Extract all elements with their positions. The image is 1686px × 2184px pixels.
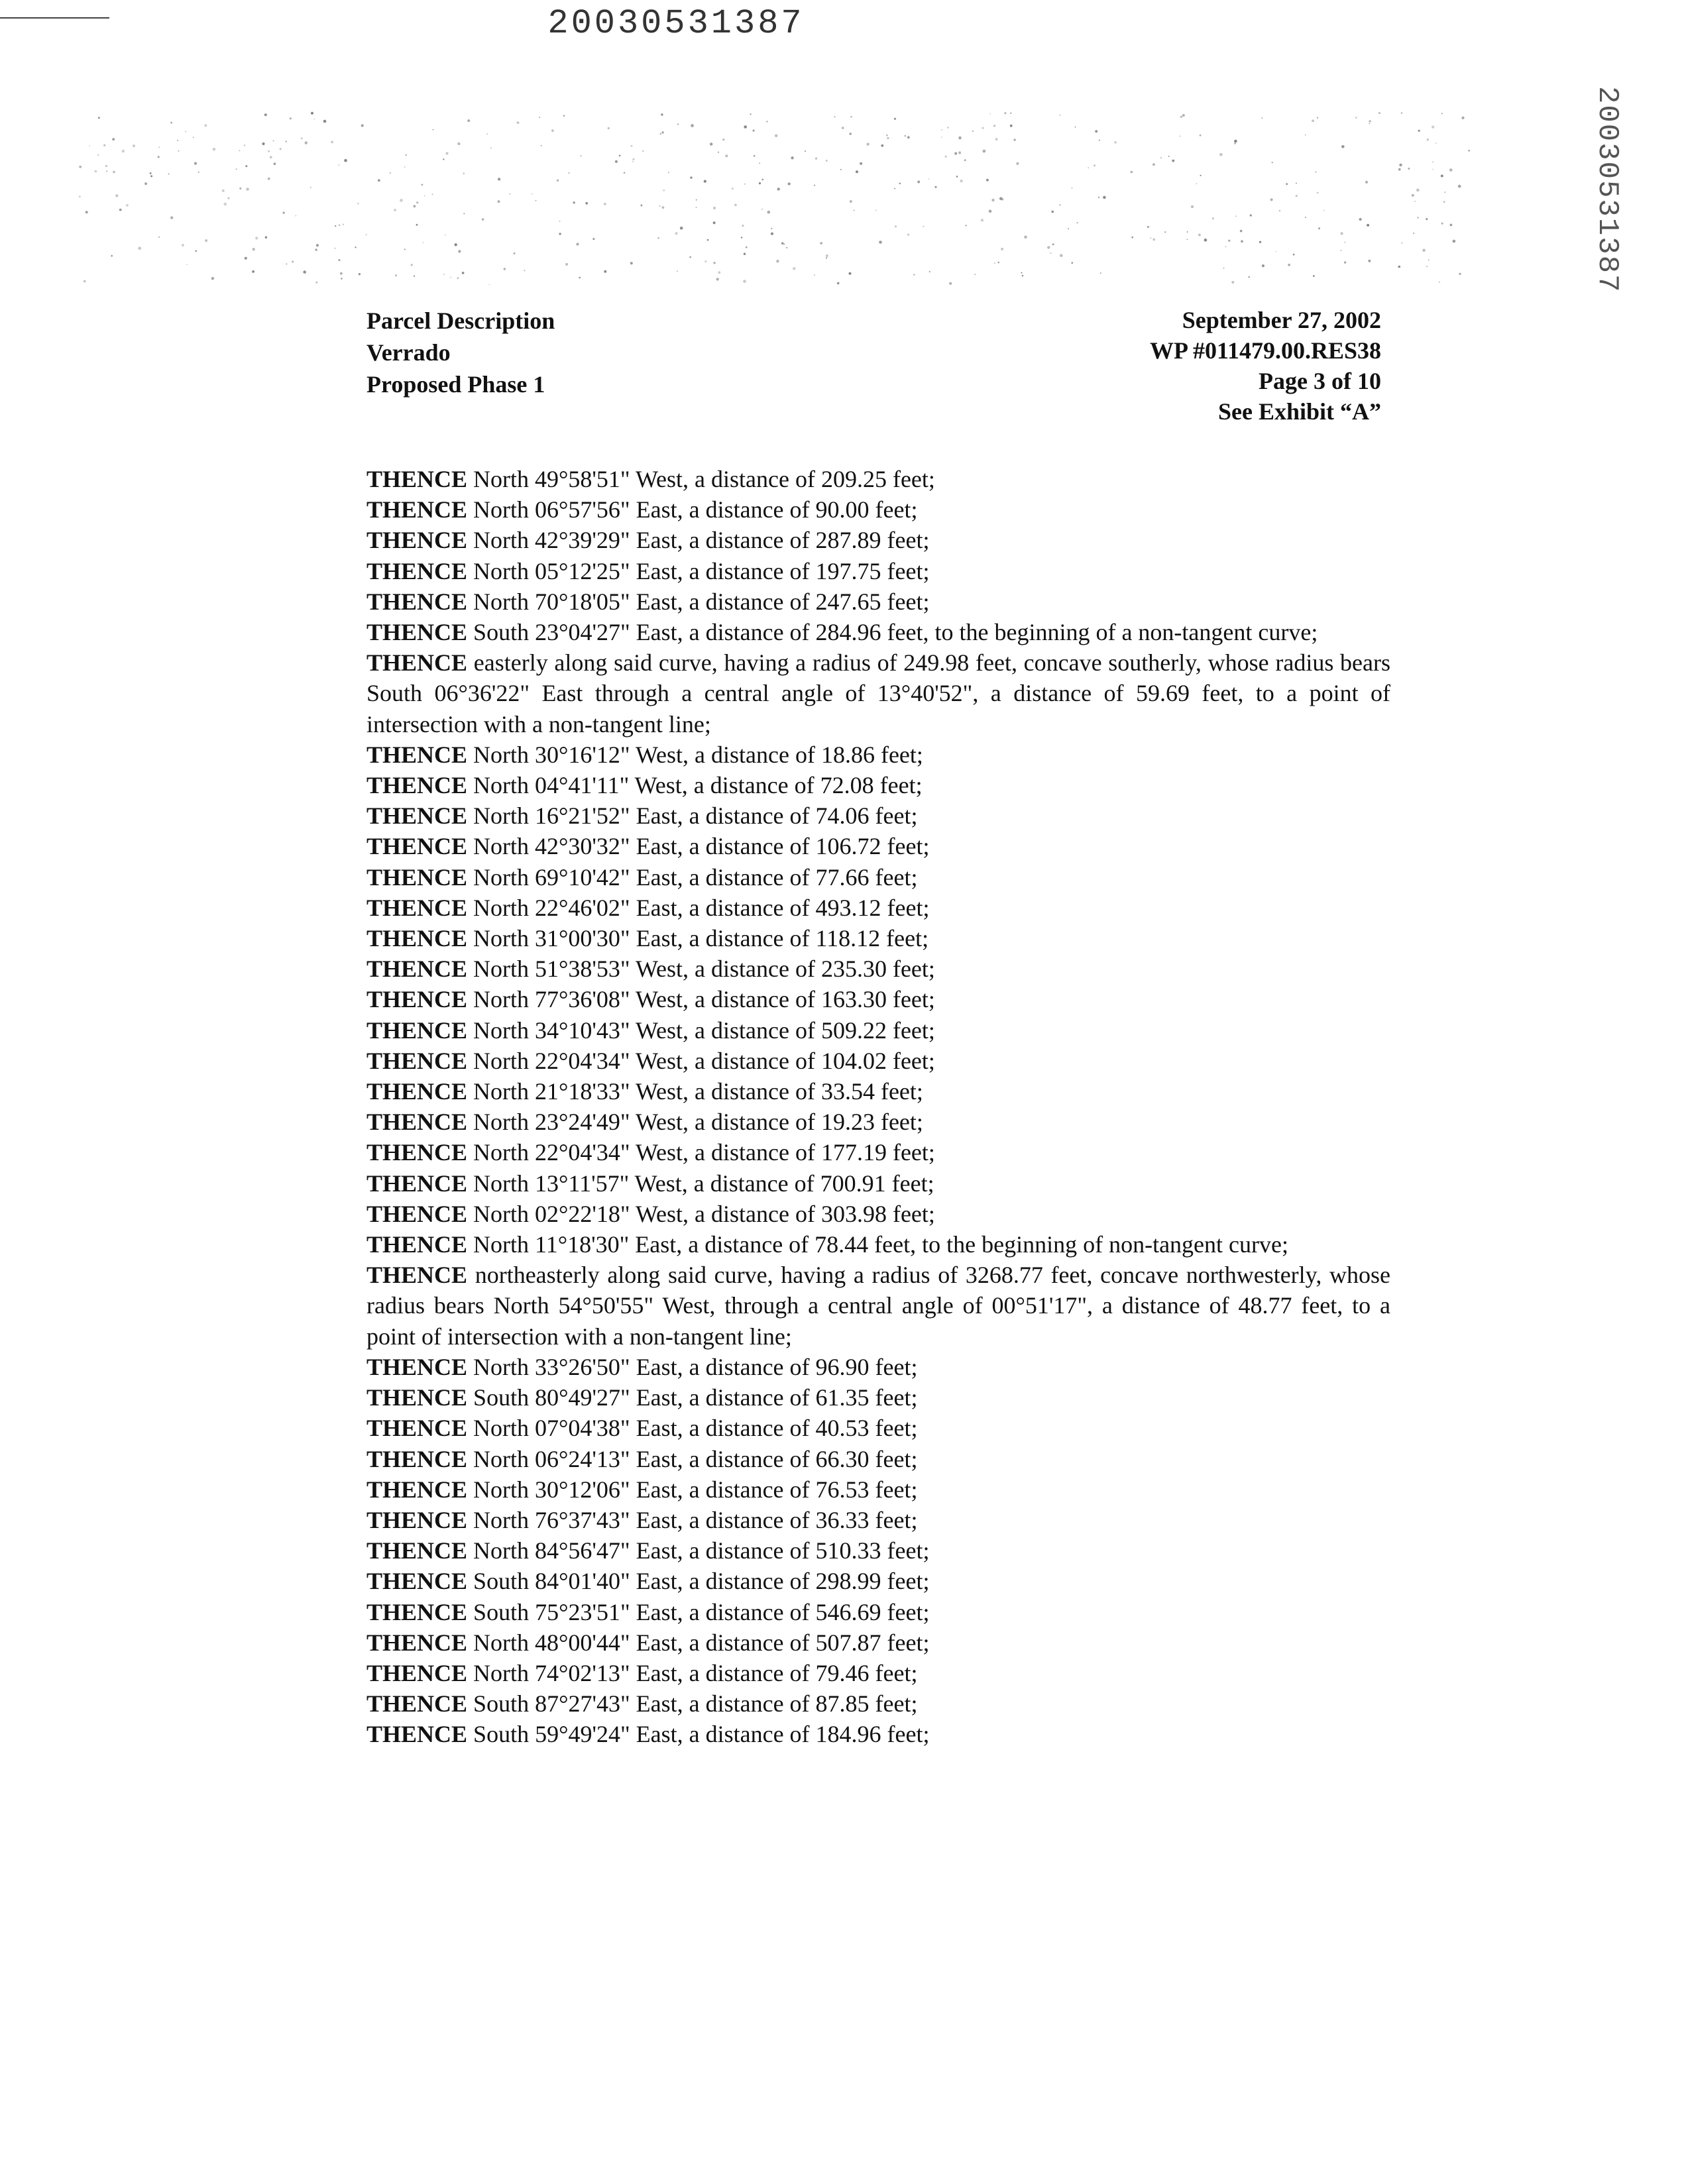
- course-keyword: THENCE: [366, 527, 468, 554]
- course-line: [366, 739, 1390, 770]
- course-text: South 59°49'24" East, a distance of 184.96 feet;: [467, 1721, 930, 1748]
- course-text: North 42°39'29" East, a distance of 287.89 feet;: [467, 527, 930, 554]
- course-line: [366, 525, 1390, 555]
- course-line: [366, 954, 1390, 984]
- course-text: North 42°30'32" East, a distance of 106.72 feet;: [467, 833, 930, 860]
- course-line: [366, 1199, 1390, 1229]
- course-keyword: THENCE: [366, 1415, 468, 1442]
- course-line: [366, 1627, 1390, 1658]
- course-text: northeasterly along said curve, having a radius of 3268.77 feet, concave northwesterly, whose radius bears North 54°50'55" West, through a central angle of 00°51'17", a distance of 48.77 feet, to a point of intersection with a non-tangent line;: [366, 1262, 1390, 1350]
- course-line: [366, 1137, 1390, 1168]
- course-line: [366, 1597, 1390, 1627]
- course-line: [366, 893, 1390, 923]
- header-exhibit: See Exhibit “A”: [1217, 398, 1381, 425]
- course-text: North 34°10'43" West, a distance of 509.22 feet;: [467, 1016, 935, 1044]
- course-text: North 84°56'47" East, a distance of 510.33 feet;: [467, 1537, 930, 1564]
- course-keyword: THENCE: [366, 1200, 468, 1227]
- course-text: North 05°12'25" East, a distance of 197.75 feet;: [467, 557, 930, 584]
- course-line: [366, 1352, 1390, 1382]
- course-text: South 87°27'43" East, a distance of 87.85 feet;: [467, 1690, 918, 1718]
- course-keyword: THENCE: [366, 802, 468, 830]
- course-text: North 30°12'06" East, a distance of 76.53 feet;: [467, 1476, 918, 1503]
- course-text: North 30°16'12" West, a distance of 18.86 feet;: [467, 741, 923, 768]
- course-text: North 31°00'30" East, a distance of 118.12 feet;: [467, 925, 929, 952]
- course-keyword: THENCE: [366, 1445, 468, 1472]
- side-stamp: 20030531387: [1591, 86, 1624, 294]
- course-line: [366, 1719, 1390, 1749]
- course-text: North 76°37'43" East, a distance of 36.33 feet;: [467, 1506, 918, 1533]
- course-line: [366, 1168, 1390, 1199]
- header-date: September 27, 2002: [1182, 307, 1381, 333]
- course-line: [366, 1015, 1390, 1046]
- header-wp-number: WP #011479.00.RES38: [1149, 337, 1381, 364]
- course-text: North 69°10'42" East, a distance of 77.66 feet;: [467, 863, 918, 891]
- course-keyword: THENCE: [366, 863, 468, 891]
- course-line: [366, 1413, 1390, 1443]
- course-keyword: THENCE: [366, 1384, 468, 1411]
- course-line: [366, 800, 1390, 831]
- course-keyword: THENCE: [366, 496, 468, 523]
- course-line: [366, 464, 1390, 494]
- course-keyword: THENCE: [366, 1078, 468, 1105]
- course-line: [366, 862, 1390, 893]
- course-line: [366, 1688, 1390, 1719]
- course-text: North 22°46'02" East, a distance of 493.12 feet;: [467, 894, 930, 921]
- course-line: [366, 770, 1390, 800]
- course-keyword: THENCE: [366, 956, 468, 983]
- header-project-name: Verrado: [366, 339, 451, 366]
- document-number: 20030531387: [547, 4, 805, 43]
- course-list: [366, 464, 1390, 1750]
- course-keyword: THENCE: [366, 1353, 468, 1380]
- course-line: [366, 1505, 1390, 1535]
- course-text: North 49°58'51" West, a distance of 209.25 feet;: [467, 466, 935, 492]
- course-text: North 07°04'38" East, a distance of 40.53 feet;: [467, 1415, 918, 1442]
- header-phase: Proposed Phase 1: [366, 371, 545, 398]
- header-right: [1150, 305, 1381, 427]
- course-text: South 84°01'40" East, a distance of 298.99 feet;: [467, 1568, 930, 1595]
- course-keyword: THENCE: [366, 1537, 468, 1564]
- course-text: North 23°24'49" West, a distance of 19.23 feet;: [467, 1109, 923, 1136]
- course-keyword: THENCE: [366, 649, 468, 677]
- course-line: [366, 1444, 1390, 1474]
- course-keyword: THENCE: [366, 1598, 468, 1625]
- course-line: [366, 1535, 1390, 1566]
- course-line: [366, 923, 1390, 954]
- course-keyword: THENCE: [366, 1231, 468, 1258]
- course-keyword: THENCE: [366, 1016, 468, 1044]
- course-keyword: THENCE: [366, 1568, 468, 1595]
- course-keyword: THENCE: [366, 1170, 468, 1197]
- course-text: North 22°04'34" West, a distance of 104.02 feet;: [467, 1047, 935, 1074]
- course-text: North 13°11'57" West, a distance of 700.91 feet;: [467, 1170, 934, 1197]
- course-line: [366, 831, 1390, 861]
- course-line: [366, 1107, 1390, 1137]
- course-keyword: THENCE: [366, 557, 468, 584]
- course-text: North 77°36'08" West, a distance of 163.30 feet;: [467, 986, 935, 1013]
- course-line: [366, 617, 1390, 647]
- course-line: [366, 1046, 1390, 1076]
- course-text: North 51°38'53" West, a distance of 235.30 feet;: [467, 956, 935, 983]
- course-keyword: THENCE: [366, 1659, 468, 1686]
- course-keyword: THENCE: [366, 741, 468, 768]
- course-line: [366, 647, 1390, 739]
- course-text: North 16°21'52" East, a distance of 74.06 feet;: [467, 802, 918, 830]
- course-text: North 04°41'11" West, a distance of 72.08 feet;: [467, 772, 923, 799]
- course-line: [366, 1229, 1390, 1260]
- course-line: [366, 1474, 1390, 1505]
- course-text: North 06°24'13" East, a distance of 66.30 feet;: [467, 1445, 918, 1472]
- scan-edge-line: [0, 17, 109, 19]
- course-keyword: THENCE: [366, 1047, 468, 1074]
- course-text: easterly along said curve, having a radius of 249.98 feet, concave southerly, whose radius bears South 06°36'22" East through a central angle of 13°40'52", a distance of 59.69 feet, to a point of intersection with a non-tangent line;: [366, 649, 1390, 737]
- course-keyword: THENCE: [366, 1506, 468, 1533]
- course-keyword: THENCE: [366, 1109, 468, 1136]
- course-keyword: THENCE: [366, 986, 468, 1013]
- course-keyword: THENCE: [366, 894, 468, 921]
- course-line: [366, 494, 1390, 525]
- course-text: North 02°22'18" West, a distance of 303.98 feet;: [467, 1200, 935, 1227]
- course-text: South 23°04'27" East, a distance of 284.96 feet, to the beginning of a non-tangent curve;: [467, 619, 1318, 646]
- course-keyword: THENCE: [366, 619, 468, 646]
- course-keyword: THENCE: [366, 588, 468, 615]
- course-keyword: THENCE: [366, 1629, 468, 1656]
- course-line: [366, 984, 1390, 1014]
- course-keyword: THENCE: [366, 1690, 468, 1718]
- course-text: North 06°57'56" East, a distance of 90.00 feet;: [467, 496, 918, 523]
- course-line: [366, 556, 1390, 586]
- course-keyword: THENCE: [366, 1139, 468, 1166]
- course-text: North 33°26'50" East, a distance of 96.90 feet;: [467, 1353, 918, 1380]
- course-text: North 21°18'33" West, a distance of 33.54 feet;: [467, 1078, 923, 1105]
- course-keyword: THENCE: [366, 466, 468, 492]
- course-line: [366, 1260, 1390, 1352]
- course-text: North 74°02'13" East, a distance of 79.46 feet;: [467, 1659, 918, 1686]
- course-text: South 75°23'51" East, a distance of 546.69 feet;: [467, 1598, 930, 1625]
- course-text: North 70°18'05" East, a distance of 247.65 feet;: [467, 588, 930, 615]
- course-keyword: THENCE: [366, 925, 468, 952]
- course-text: North 22°04'34" West, a distance of 177.19 feet;: [467, 1139, 935, 1166]
- course-line: [366, 1382, 1390, 1413]
- header-left: [366, 305, 555, 400]
- course-keyword: THENCE: [366, 772, 468, 799]
- course-line: [366, 1076, 1390, 1107]
- course-line: [366, 586, 1390, 617]
- header-page-number: Page 3 of 10: [1259, 368, 1381, 394]
- course-keyword: THENCE: [366, 1262, 468, 1289]
- course-keyword: THENCE: [366, 1721, 468, 1748]
- course-line: [366, 1566, 1390, 1596]
- course-keyword: THENCE: [366, 833, 468, 860]
- course-text: North 48°00'44" East, a distance of 507.87 feet;: [467, 1629, 930, 1656]
- course-text: North 11°18'30" East, a distance of 78.44 feet, to the beginning of non-tangent curve;: [467, 1231, 1288, 1258]
- header-parcel-description: Parcel Description: [366, 307, 555, 334]
- course-keyword: THENCE: [366, 1476, 468, 1503]
- course-line: [366, 1658, 1390, 1688]
- course-text: South 80°49'27" East, a distance of 61.35 feet;: [467, 1384, 918, 1411]
